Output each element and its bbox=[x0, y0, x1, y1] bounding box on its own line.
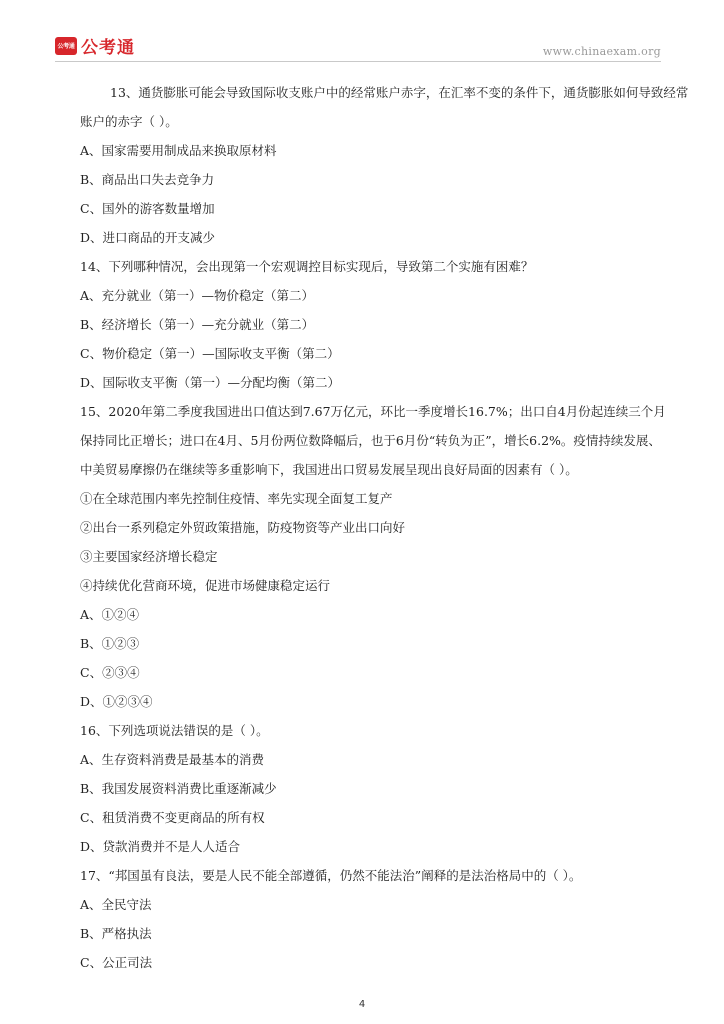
question-13 bbox=[80, 78, 689, 252]
statement-item: ②出台一系列稳定外贸政策措施，防疫物资等产业出口向好 bbox=[80, 520, 406, 535]
question-16 bbox=[80, 716, 670, 861]
header-divider bbox=[55, 61, 661, 62]
answer-option: D、贷款消费并不是人人适合 bbox=[80, 839, 241, 854]
answer-option: C、②③④ bbox=[80, 665, 140, 680]
document-body bbox=[80, 78, 689, 977]
answer-option: B、商品出口失去竞争力 bbox=[80, 172, 215, 187]
answer-option: C、租赁消费不变更商品的所有权 bbox=[80, 810, 265, 825]
answer-option: D、进口商品的开支减少 bbox=[80, 230, 216, 245]
answer-option: C、公正司法 bbox=[80, 955, 153, 970]
question-stem-line: 13、通货膨胀可能会导致国际收支账户中的经常账户赤字，在汇率不变的条件下，通货膨胀如何导致经常 bbox=[110, 85, 689, 100]
answer-option: D、国际收支平衡（第一）—分配均衡（第二） bbox=[80, 375, 341, 390]
question-stem-line: 账户的赤字（ ）。 bbox=[80, 114, 178, 129]
page-number: 4 bbox=[358, 999, 366, 1010]
answer-option: B、①②③ bbox=[80, 636, 140, 651]
answer-option: B、经济增长（第一）—充分就业（第二） bbox=[80, 317, 315, 332]
answer-option: B、严格执法 bbox=[80, 926, 152, 941]
page-header bbox=[0, 0, 724, 66]
statement-item: ④持续优化营商环境，促进市场健康稳定运行 bbox=[80, 578, 331, 593]
question-stem-line: 15、2020年第二季度我国进出口值达到7.67万亿元，环比一季度增长16.7%；出口自4月份起连续三个月 bbox=[80, 404, 666, 419]
statement-item: ③主要国家经济增长稳定 bbox=[80, 549, 218, 564]
answer-option: C、国外的游客数量增加 bbox=[80, 201, 215, 216]
question-stem-line: 17、“邦国虽有良法，要是人民不能全部遵循，仍然不能法治”阐释的是法治格局中的（ ）。 bbox=[80, 868, 582, 883]
question-stem-line: 中美贸易摩擦仍在继续等多重影响下，我国进出口贸易发展呈现出良好局面的因素有（ ）。 bbox=[80, 462, 578, 477]
answer-option: A、①②④ bbox=[80, 607, 140, 622]
question-stem-line: 14、下列哪种情况，会出现第一个宏观调控目标实现后，导致第二个实施有困难？ bbox=[80, 259, 534, 274]
answer-option: A、国家需要用制成品来换取原材料 bbox=[80, 143, 277, 158]
logo-text: 公考通 bbox=[81, 38, 135, 58]
brand-logo bbox=[55, 33, 135, 58]
answer-option: A、充分就业（第一）—物价稳定（第二） bbox=[80, 288, 315, 303]
answer-option: D、①②③④ bbox=[80, 694, 153, 709]
answer-option: A、全民守法 bbox=[80, 897, 152, 912]
question-stem-line: 保持同比正增长；进口在4月、5月份两位数降幅后，也于6月份“转负为正”，增长6.2%。疫情持续发展、 bbox=[80, 433, 661, 448]
logo-badge-icon: 公考通 bbox=[55, 37, 77, 55]
question-17 bbox=[80, 861, 670, 977]
answer-option: A、生存资料消费是最基本的消费 bbox=[80, 752, 265, 767]
question-15 bbox=[80, 397, 670, 716]
answer-option: C、物价稳定（第一）—国际收支平衡（第二） bbox=[80, 346, 340, 361]
answer-option: B、我国发展资料消费比重逐渐减少 bbox=[80, 781, 277, 796]
site-url: www.chinaexam.org bbox=[542, 45, 661, 58]
question-14 bbox=[80, 252, 670, 397]
statement-item: ①在全球范围内率先控制住疫情、率先实现全面复工复产 bbox=[80, 491, 393, 506]
question-stem-line: 16、下列选项说法错误的是（ ）。 bbox=[80, 723, 269, 738]
